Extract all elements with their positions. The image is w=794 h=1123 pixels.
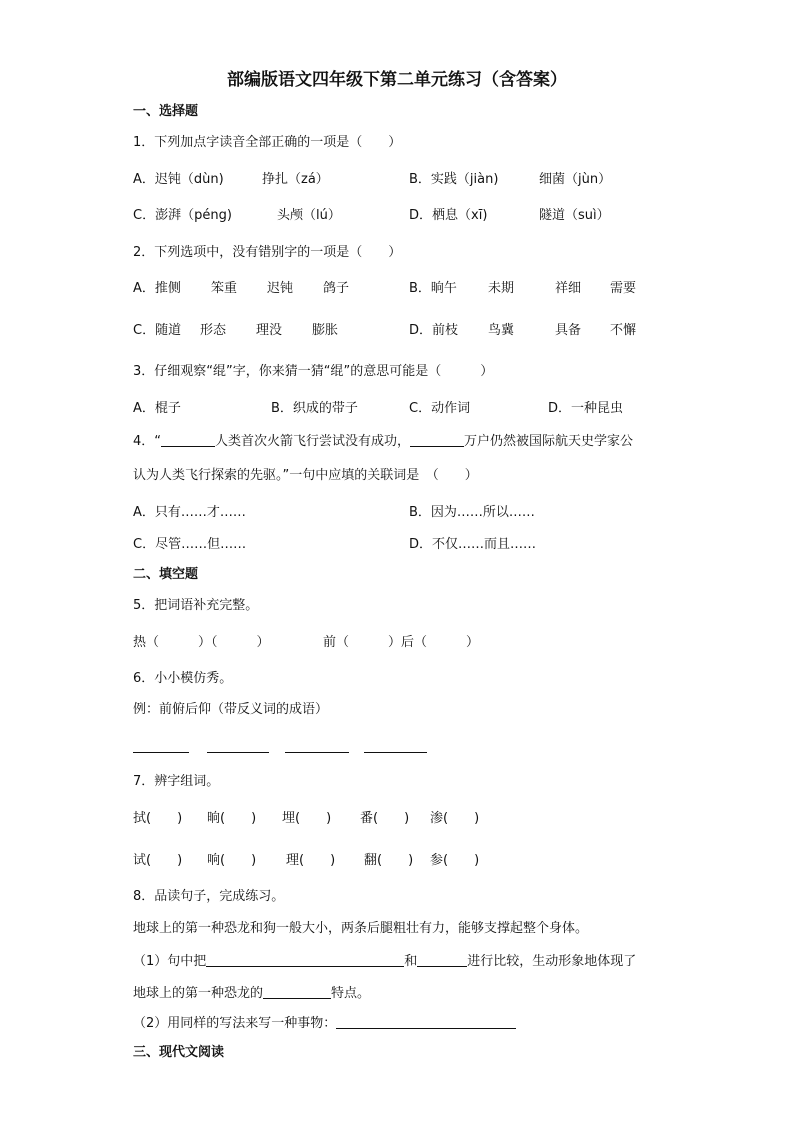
q1-option-d: D．栖息（xī) xyxy=(409,208,488,223)
q5-word-2: 前（ ）后（ ） xyxy=(323,635,480,650)
q4-option-d: D．不仅……而且…… xyxy=(409,537,537,552)
q4-option-a: A．只有……才…… xyxy=(133,505,246,520)
q4-option-c: C．尽管……但…… xyxy=(133,537,247,552)
q1-option-b-word2: 细菌（jùn） xyxy=(539,172,612,187)
q2-option-c-word: 形态 xyxy=(200,323,227,338)
q7-item: 翻( ) xyxy=(364,853,414,868)
q4-fill-blank-1[interactable] xyxy=(161,432,215,447)
q8-part-2-text: （2）用同样的写法来写一种事物： xyxy=(133,1016,337,1031)
q2-option-a: A．推侧 xyxy=(133,281,181,296)
q7-item: 响( ) xyxy=(207,853,257,868)
q2-option-a-word: 笨重 xyxy=(211,281,238,296)
q2-option-c-word: 膨胀 xyxy=(312,323,339,338)
q4-text-part-2: 人类首次火箭飞行尝试没有成功， xyxy=(215,434,411,449)
q2-option-d-word: 具备 xyxy=(555,323,582,338)
q2-option-b-word: 未期 xyxy=(488,281,515,296)
question-1-stem: 1．下列加点字读音全部正确的一项是（ ） xyxy=(133,135,402,150)
question-4-line-1 xyxy=(133,432,633,451)
q2-option-a-word: 鸽子 xyxy=(323,281,350,296)
q8-part-1-text-d: 地球上的第一种恐龙的 xyxy=(133,986,264,1001)
question-8-stem: 8．品读句子，完成练习。 xyxy=(133,889,285,904)
q7-item: 参( ) xyxy=(430,853,480,868)
q2-option-c-word: 理没 xyxy=(256,323,283,338)
q4-option-b: B．因为……所以…… xyxy=(409,505,535,520)
q2-option-b-word: 祥细 xyxy=(555,281,582,296)
q7-item: 理( ) xyxy=(286,853,336,868)
section-heading-choice: 一、选择题 xyxy=(133,104,199,119)
q2-option-b: B．晌午 xyxy=(409,281,457,296)
q6-example: 例：前俯后仰（带反义词的成语） xyxy=(133,702,329,717)
question-6-stem: 6．小小模仿秀。 xyxy=(133,671,233,686)
q8-part-1-line-2 xyxy=(133,984,370,1003)
q8-fill-blank-1[interactable] xyxy=(206,952,404,967)
q8-part-1-line-1 xyxy=(133,952,636,971)
q8-fill-blank-2[interactable] xyxy=(417,952,467,967)
q3-option-c: C．动作词 xyxy=(409,401,471,416)
question-7-stem: 7．辨字组词。 xyxy=(133,774,220,789)
question-3-stem: 3．仔细观察“绲”字，你来猜一猜“绲”的意思可能是（ ） xyxy=(133,364,494,379)
q2-option-b-word: 需要 xyxy=(610,281,637,296)
q8-fill-blank-3[interactable] xyxy=(263,984,331,999)
q2-option-d-word: 不懈 xyxy=(610,323,637,338)
q1-option-c: C．澎湃（péng) xyxy=(133,208,232,223)
question-4-line-2: 认为人类飞行探索的先驱。”一句中应填的关联词是 （ ） xyxy=(133,468,478,483)
q6-answer-line-3[interactable] xyxy=(285,752,349,753)
q7-item: 试( ) xyxy=(133,853,183,868)
q7-item: 拭( ) xyxy=(133,811,183,826)
q6-answer-line-4[interactable] xyxy=(364,752,427,753)
q3-option-a: A．棍子 xyxy=(133,401,181,416)
q1-option-a-word2: 挣扎（zá） xyxy=(262,172,329,187)
q1-option-b: B．实践（jiàn) xyxy=(409,172,499,187)
section-heading-fill: 二、填空题 xyxy=(133,567,199,582)
q2-option-d-word: 鸟冀 xyxy=(488,323,515,338)
q1-option-d-word2: 隧道（suì） xyxy=(539,208,610,223)
q4-text-part-1: 4．“ xyxy=(133,434,162,449)
q8-part-2 xyxy=(133,1014,516,1033)
q3-option-b: B．织成的带子 xyxy=(271,401,358,416)
question-2-stem: 2．下列选项中，没有错别字的一项是（ ） xyxy=(133,245,402,260)
section-heading-reading: 三、现代文阅读 xyxy=(133,1045,225,1060)
q7-item: 晌( ) xyxy=(207,811,257,826)
q2-option-d: D．前枝 xyxy=(409,323,459,338)
q2-option-a-word: 迟钝 xyxy=(267,281,294,296)
q4-text-part-3: 万户仍然被国际航天史学家公 xyxy=(464,434,634,449)
q7-item: 埋( ) xyxy=(282,811,332,826)
q7-item: 番( ) xyxy=(360,811,410,826)
q6-answer-line-2[interactable] xyxy=(207,752,269,753)
q4-fill-blank-2[interactable] xyxy=(410,432,464,447)
q8-part-1-text-a: （1）句中把 xyxy=(133,954,207,969)
page-title: 部编版语文四年级下第二单元练习（含答案） xyxy=(227,70,567,90)
question-5-stem: 5．把词语补充完整。 xyxy=(133,598,259,613)
q8-part-1-text-e: 特点。 xyxy=(331,986,371,1001)
q1-option-a: A．迟钝（dùn) xyxy=(133,172,224,187)
q1-option-c-word2: 头颅（lú） xyxy=(277,208,341,223)
q7-item: 渗( ) xyxy=(430,811,480,826)
q8-fill-blank-4[interactable] xyxy=(336,1014,516,1029)
q5-word-1: 热（ ）（ ） xyxy=(133,635,270,650)
q2-option-c: C．随道 xyxy=(133,323,182,338)
q8-part-1-text-c: 进行比较，生动形象地体现了 xyxy=(467,954,637,969)
q6-answer-line-1[interactable] xyxy=(133,752,189,753)
q3-option-d: D．一种昆虫 xyxy=(548,401,624,416)
q8-part-1-text-b: 和 xyxy=(404,954,418,969)
q8-sentence: 地球上的第一种恐龙和狗一般大小，两条后腿粗壮有力，能够支撑起整个身体。 xyxy=(133,921,589,936)
